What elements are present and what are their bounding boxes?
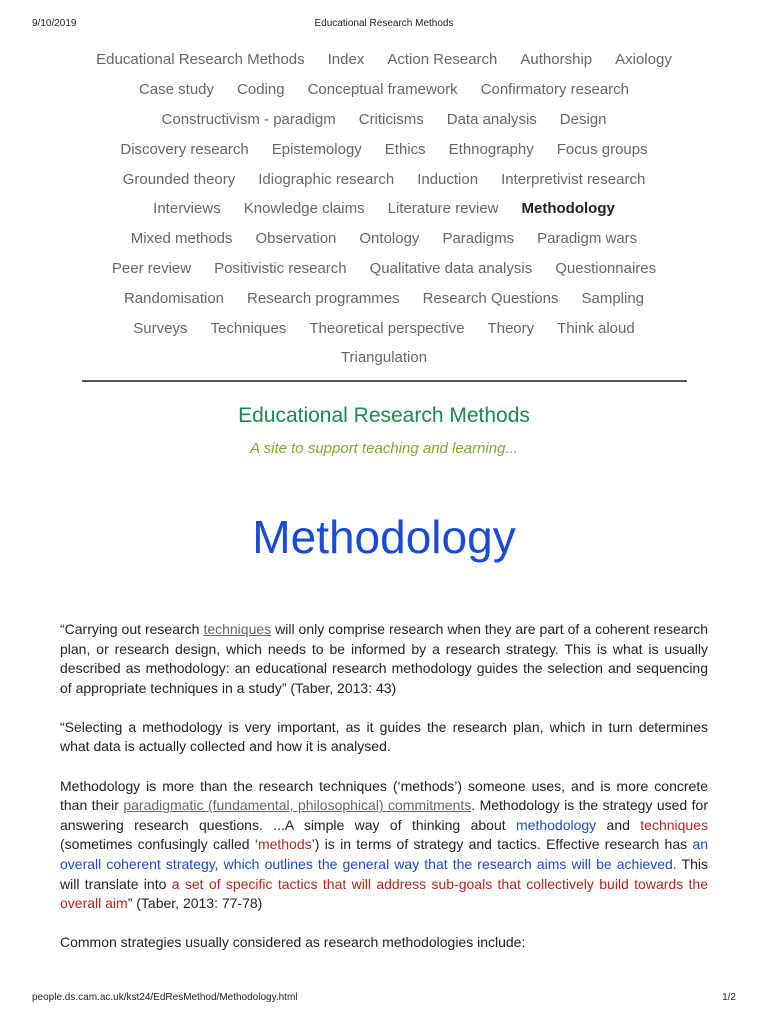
- print-date: 9/10/2019: [32, 18, 77, 29]
- site-navigation: [40, 45, 728, 373]
- text-span: ” (Taber, 2013: 77-78): [127, 895, 263, 912]
- nav-link-focus-groups[interactable]: Focus groups: [556, 140, 648, 158]
- methodology-emphasis: methodology: [516, 816, 597, 833]
- nav-link-discovery-research[interactable]: Discovery research: [120, 140, 249, 158]
- text-span: will only comprise research when they are part of a coherent research plan, or research design, which needs to be informed by a research strategy. This is what is usually described as methodology: an educational research methodology guides the selection and sequencing of appropriate techniques in a study” (Taber, 2013: 43): [60, 621, 708, 696]
- nav-link-triangulation[interactable]: Triangulation: [340, 349, 428, 367]
- nav-link-paradigm-wars[interactable]: Paradigm wars: [537, 230, 638, 248]
- site-title: Educational Research Methods: [238, 404, 530, 427]
- techniques-link[interactable]: techniques: [203, 621, 272, 637]
- nav-row: [40, 283, 728, 313]
- nav-link-interviews[interactable]: Interviews: [153, 200, 221, 218]
- print-footer: [0, 992, 768, 1006]
- nav-link-epistemology[interactable]: Epistemology: [271, 140, 362, 158]
- nav-row: [40, 105, 728, 135]
- paradigmatic-commitments-link[interactable]: paradigmatic (fundamental, philosophical) commitments: [123, 797, 472, 814]
- quote-paragraph-1: [60, 620, 708, 698]
- nav-row: [40, 45, 728, 75]
- nav-link-constructivism-paradigm[interactable]: Constructivism - paradigm: [161, 110, 336, 128]
- nav-link-randomisation[interactable]: Randomisation: [123, 289, 225, 307]
- nav-link-questionnaires[interactable]: Questionnaires: [555, 259, 657, 277]
- text-span: . Methodology is the strategy used for answering research questions. ...A simple way of thinking about: [60, 797, 708, 833]
- nav-row: [40, 75, 728, 105]
- nav-link-design[interactable]: Design: [559, 110, 607, 128]
- nav-link-action-research[interactable]: Action Research: [387, 51, 498, 69]
- site-subtitle: A site to support teaching and learning...: [250, 440, 518, 457]
- nav-row: [40, 313, 728, 343]
- nav-link-ethnography[interactable]: Ethnography: [448, 140, 534, 158]
- print-document-title: Educational Research Methods: [314, 18, 454, 29]
- nav-link-confirmatory-research[interactable]: Confirmatory research: [480, 81, 630, 99]
- navigation-divider: [82, 380, 687, 382]
- nav-row: [40, 343, 728, 373]
- nav-link-peer-review[interactable]: Peer review: [111, 259, 192, 277]
- techniques-emphasis: techniques: [640, 816, 708, 833]
- nav-link-grounded-theory[interactable]: Grounded theory: [122, 170, 236, 188]
- nav-link-observation[interactable]: Observation: [255, 230, 337, 248]
- methods-emphasis: methods: [257, 836, 312, 853]
- nav-link-index[interactable]: Index: [327, 51, 365, 69]
- nav-link-criticisms[interactable]: Criticisms: [358, 110, 424, 128]
- nav-link-techniques[interactable]: Techniques: [210, 319, 287, 337]
- nav-link-ontology[interactable]: Ontology: [359, 230, 420, 248]
- nav-link-theory[interactable]: Theory: [487, 319, 535, 337]
- nav-link-conceptual-framework[interactable]: Conceptual framework: [307, 81, 458, 99]
- nav-link-mixed-methods[interactable]: Mixed methods: [130, 230, 233, 248]
- main-content: [60, 620, 708, 972]
- nav-row: [40, 164, 728, 194]
- text-span: “Carrying out research: [60, 621, 204, 637]
- nav-link-coding[interactable]: Coding: [237, 81, 285, 99]
- nav-link-research-questions[interactable]: Research Questions: [422, 289, 559, 307]
- nav-link-think-aloud[interactable]: Think aloud: [557, 319, 635, 337]
- nav-link-theoretical-perspective[interactable]: Theoretical perspective: [309, 319, 465, 337]
- quote-paragraph-3: [60, 777, 708, 914]
- nav-link-qualitative-data-analysis[interactable]: Qualitative data analysis: [369, 259, 533, 277]
- nav-link-methodology[interactable]: Methodology: [521, 200, 615, 218]
- nav-row: [40, 224, 728, 254]
- text-span: (sometimes confusingly called ‘: [60, 836, 258, 853]
- nav-link-positivistic-research[interactable]: Positivistic research: [214, 259, 347, 277]
- strategies-intro-paragraph: Common strategies usually considered as research methodologies include:: [60, 934, 526, 951]
- text-span: This will translate into: [60, 855, 708, 892]
- text-span: Methodology is more than the research techniques (‘methods’) someone uses, and is more concrete than their: [60, 777, 708, 814]
- strategy-emphasis: an overall coherent strategy, which outlines the general way that the research aims will be achieved.: [60, 836, 708, 872]
- nav-link-data-analysis[interactable]: Data analysis: [446, 110, 537, 128]
- nav-link-paradigms[interactable]: Paradigms: [442, 230, 515, 248]
- nav-row: [40, 254, 728, 284]
- nav-link-sampling[interactable]: Sampling: [581, 289, 645, 307]
- text-span: ’) is in terms of strategy and tactics. Effective research has: [311, 836, 693, 853]
- print-url: people.ds.cam.ac.uk/kst24/EdResMethod/Methodology.html: [32, 992, 298, 1003]
- nav-link-surveys[interactable]: Surveys: [133, 319, 188, 337]
- nav-link-knowledge-claims[interactable]: Knowledge claims: [243, 200, 365, 218]
- tactics-emphasis: a set of specific tactics that will address sub-goals that collectively build towards the overall aim: [60, 875, 708, 912]
- nav-link-educational-research-methods[interactable]: Educational Research Methods: [96, 51, 305, 69]
- nav-row: [40, 194, 728, 224]
- nav-row: [40, 134, 728, 164]
- nav-link-authorship[interactable]: Authorship: [520, 51, 593, 69]
- nav-link-axiology[interactable]: Axiology: [615, 51, 672, 69]
- nav-link-ethics[interactable]: Ethics: [384, 140, 426, 158]
- nav-link-idiographic-research[interactable]: Idiographic research: [258, 170, 395, 188]
- nav-link-literature-review[interactable]: Literature review: [387, 200, 499, 218]
- nav-link-case-study[interactable]: Case study: [138, 81, 215, 99]
- nav-link-induction[interactable]: Induction: [417, 170, 479, 188]
- page-title: Methodology: [252, 511, 516, 563]
- print-page-number: 1/2: [722, 992, 736, 1003]
- quote-paragraph-2: “Selecting a methodology is very important, as it guides the research plan, which in turn determines what data is actually collected and how it is analysed.: [60, 718, 708, 755]
- print-header: [0, 18, 768, 32]
- nav-link-research-programmes[interactable]: Research programmes: [247, 289, 400, 307]
- text-span: and: [596, 816, 641, 833]
- nav-link-interpretivist-research[interactable]: Interpretivist research: [501, 170, 646, 188]
